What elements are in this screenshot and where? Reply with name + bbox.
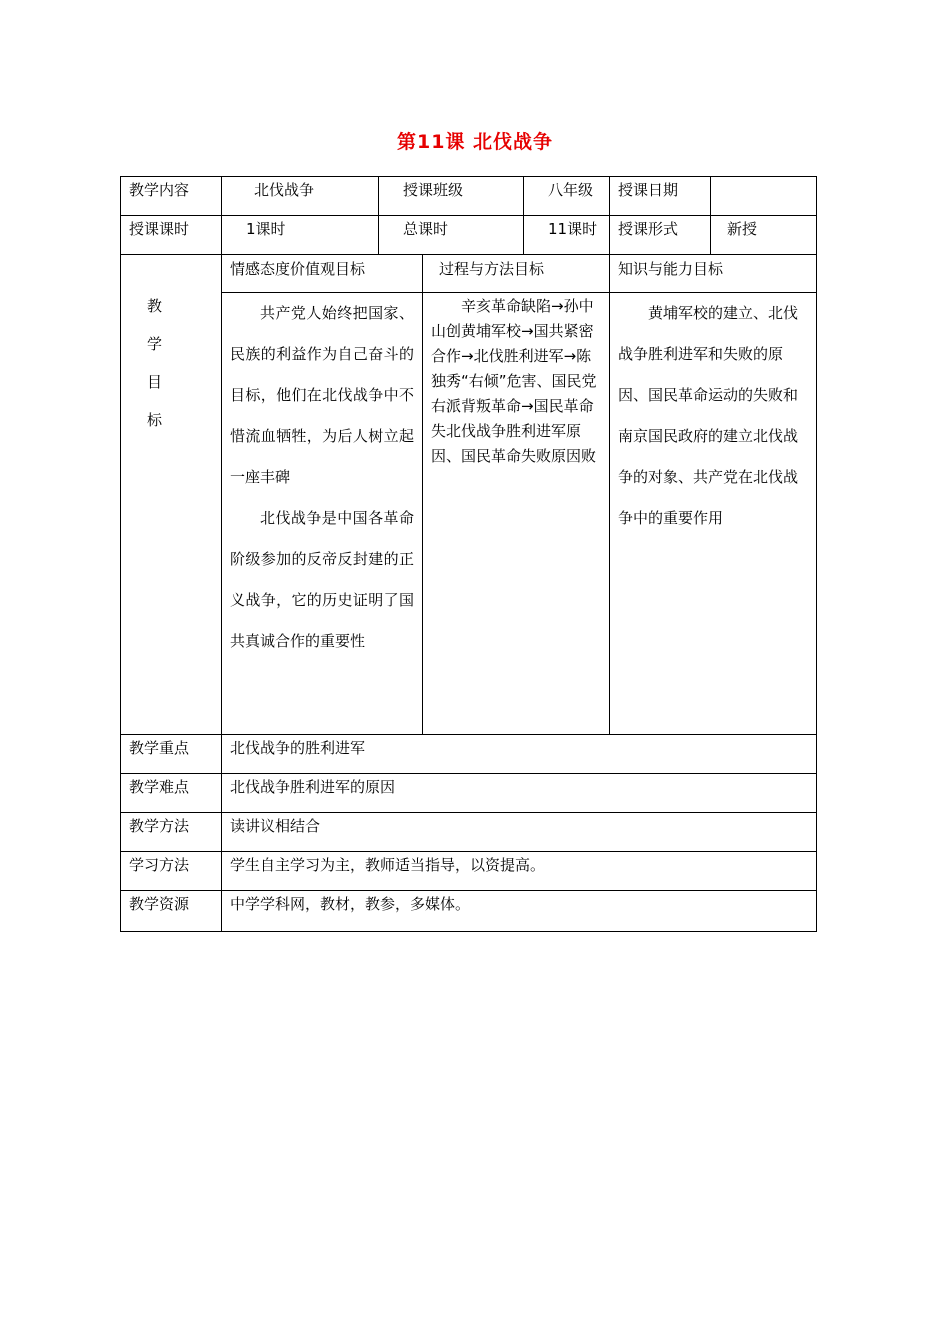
cell-label: 授课班级 bbox=[379, 177, 524, 216]
cell-label: 教学方法 bbox=[121, 813, 222, 852]
cell-label: 授课日期 bbox=[610, 177, 711, 216]
table-row bbox=[121, 774, 817, 813]
cell-value: 中学学科网，教材，教参，多媒体。 bbox=[222, 891, 817, 932]
cell-label: 教学重点 bbox=[121, 735, 222, 774]
cell-value: 北伐战争的胜利进军 bbox=[222, 735, 817, 774]
table-row bbox=[121, 891, 817, 932]
cell-label: 教学内容 bbox=[121, 177, 222, 216]
cell-label: 授课形式 bbox=[610, 216, 711, 255]
cell-value: 读讲议相结合 bbox=[222, 813, 817, 852]
cell-label: 教学难点 bbox=[121, 774, 222, 813]
table-row bbox=[121, 735, 817, 774]
lesson-plan-table bbox=[120, 176, 817, 932]
cell-value: 新授 bbox=[711, 216, 817, 255]
cell-value: 学生自主学习为主，教师适当指导，以资提高。 bbox=[222, 852, 817, 891]
goal-body-knowledge: 黄埔军校的建立、北伐战争胜利进军和失败的原因、国民革命运动的失败和南京国民政府的建立北伐战争的对象、共产党在北伐战争中的重要作用 bbox=[610, 293, 817, 735]
goal-header-process: 过程与方法目标 bbox=[423, 255, 610, 293]
goal-body-process: 辛亥革命缺陷→孙中山创黄埔军校→国共紧密合作→北伐胜利进军→陈独秀“右倾”危害、国民党右派背叛革命→国民革命失北伐战争胜利进军原因、国民革命失败原因败 bbox=[423, 293, 610, 735]
goal-header-knowledge: 知识与能力目标 bbox=[610, 255, 817, 293]
table-row bbox=[121, 216, 817, 255]
goals-label: 教 学 目 标 bbox=[121, 255, 222, 735]
cell-value: 北伐战争胜利进军的原因 bbox=[222, 774, 817, 813]
goals-body-row bbox=[121, 293, 817, 735]
cell-label: 教学资源 bbox=[121, 891, 222, 932]
cell-value: 八年级 bbox=[524, 177, 610, 216]
goals-header-row bbox=[121, 255, 817, 293]
goal-header-attitude: 情感态度价值观目标 bbox=[222, 255, 423, 293]
cell-label: 授课课时 bbox=[121, 216, 222, 255]
table-row bbox=[121, 852, 817, 891]
cell-label: 学习方法 bbox=[121, 852, 222, 891]
page-title: 第11课 北伐战争 bbox=[396, 131, 554, 153]
cell-value: 1课时 bbox=[222, 216, 379, 255]
cell-value bbox=[711, 177, 817, 216]
table-row bbox=[121, 177, 817, 216]
cell-label: 总课时 bbox=[379, 216, 524, 255]
cell-value: 11课时 bbox=[524, 216, 610, 255]
cell-value: 北伐战争 bbox=[222, 177, 379, 216]
table-row bbox=[121, 813, 817, 852]
goal-body-attitude: 共产党人始终把国家、民族的利益作为自己奋斗的目标，他们在北伐战争中不惜流血牺牲，为后人树立起一座丰碑 北伐战争是中国各革命阶级参加的反帝反封建的正义战争，它的历史证明了国共真诚合作的重要性 bbox=[222, 293, 423, 735]
